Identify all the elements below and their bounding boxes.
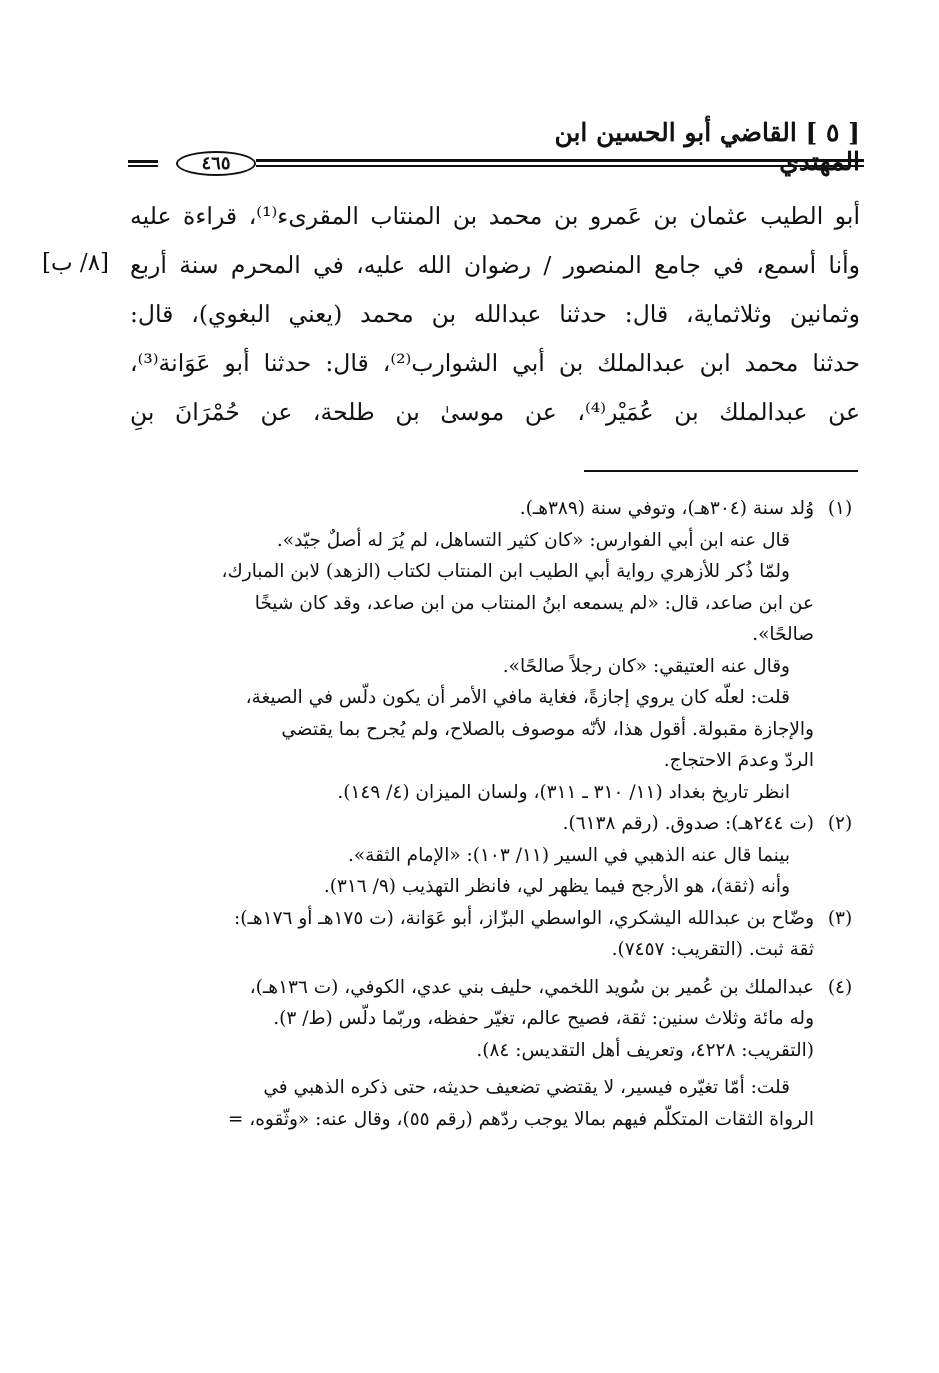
footnote-line <box>130 871 860 903</box>
footnote-text: قلت: لعلّه كان يروي إجازةً، فغاية مافي الأمر أن يكون دلّس في الصيغة، <box>245 687 790 708</box>
footnote-number: (٣) <box>827 907 853 929</box>
footnote-line <box>130 1072 860 1104</box>
footnote-line <box>130 714 860 746</box>
footnote-text: ولمّا ذُكر للأزهري رواية أبي الطيب ابن المنتاب لكتاب (الزهد) لابن المبارك، <box>221 561 790 582</box>
footnote-line <box>130 525 860 557</box>
running-head: [ ٥ ] القاضي أبو الحسين ابن المهتدي <box>554 118 860 176</box>
footnote-line <box>130 745 860 777</box>
footnote-line <box>130 682 860 714</box>
footnote-line <box>130 651 860 683</box>
rule-stub <box>128 160 158 167</box>
footnote-text: الرواة الثقات المتكلّم فيهم بمالا يوجب ردّهم (رقم ٥٥)، وقال عنه: «وثّقوه، = <box>227 1108 814 1130</box>
footnote-line <box>130 903 860 935</box>
footnote-divider <box>584 470 858 472</box>
footnote-line <box>130 972 860 1004</box>
footnote-text: انظر تاريخ بغداد (١١/ ٣١٠ ـ ٣١١)، ولسان الميزان (٤/ ١٤٩). <box>337 781 790 803</box>
manuscript-folio-note: [٨/ ب] <box>42 250 110 276</box>
footnote-line <box>130 1035 860 1067</box>
footnote-line <box>130 840 860 872</box>
footnote-text: وله مائة وثلاث سنين: ثقة، فصيح عالم، تغيّر حفظه، وربّما دلّس (ط/ ٣). <box>273 1008 814 1029</box>
footnote-text: صالحًا». <box>752 624 814 645</box>
footnote-text: (التقريب: ٤٢٢٨، وتعريف أهل التقديس: ٨٤). <box>476 1039 814 1061</box>
main-text-line: أبو الطيب عثمان بن عَمرو بن محمد بن المنتاب المقرىء⁽¹⁾، قراءة عليه <box>130 202 860 230</box>
footnote-text: وُلد سنة (٣٠٤هـ)، وتوفي سنة (٣٨٩هـ). <box>519 498 814 519</box>
main-text-line: وثمانين وثلاثماية، قال: حدثنا عبدالله بن محمد (يعني البغوي)، قال: <box>130 300 860 328</box>
footnote-line <box>130 934 860 966</box>
footnote-line <box>130 808 860 840</box>
footnote-line <box>130 1003 860 1035</box>
footnote-line <box>130 777 860 809</box>
footnote-line <box>130 493 860 525</box>
footnote-text: عبدالملك بن عُمير بن سُويد اللخمي، حليف بني عدي، الكوفي، (ت ١٣٦هـ)، <box>249 976 814 998</box>
footnote-text: وأنه (ثقة)، هو الأرجح فيما يظهر لي، فانظر التهذيب (٩/ ٣١٦). <box>323 876 790 897</box>
footnote-line <box>130 588 860 620</box>
footnote-number: (٤) <box>827 976 853 998</box>
page-number: ٤٦٥ <box>176 151 256 176</box>
main-text-line: وأنا أسمع، في جامع المنصور / رضوان الله عليه، في المحرم سنة أربع <box>130 251 860 279</box>
footnotes <box>130 493 860 1135</box>
footnote-text: وقال عنه العتيقي: «كان رجلاً صالحًا». <box>502 655 790 677</box>
footnote-line <box>130 556 860 588</box>
footnote-text: والإجازة مقبولة. أقول هذا، لأنّه موصوف بالصلاح، ولم يُجرح بما يقتضي <box>281 718 814 740</box>
footnote-text: قلت: أمّا تغيّره فيسير، لا يقتضي تضعيف حديثه، حتى ذكره الذهبي في <box>263 1077 790 1098</box>
rule-line-thin <box>256 165 864 167</box>
header-rule <box>128 150 864 180</box>
footnote-text: وضّاح بن عبدالله اليشكري، الواسطي البزّاز، أبو عَوَانة، (ت ١٧٥هـ أو ١٧٦هـ): <box>234 907 814 929</box>
footnote-text: قال عنه ابن أبي الفوارس: «كان كثير التساهل، لم يُرَ له أصلٌ جيّد». <box>276 529 790 551</box>
footnote-number: (١) <box>827 498 853 519</box>
footnote-text: ثقة ثبت. (التقريب: ٧٤٥٧). <box>611 939 814 960</box>
footnote-line <box>130 619 860 651</box>
footnote-number: (٢) <box>827 813 853 834</box>
rule-line-thick <box>256 159 864 162</box>
footnote-line <box>130 1104 860 1136</box>
footnote-text: بينما قال عنه الذهبي في السير (١١/ ١٠٣): «الإمام الثقة». <box>347 844 790 866</box>
main-text-line: حدثنا محمد ابن عبدالملك بن أبي الشوارب⁽²⁾، قال: حدثنا أبو عَوَانة⁽³⁾، <box>130 349 860 377</box>
main-text-line: عن عبدالملك بن عُمَيْر⁽⁴⁾، عن موسىٰ بن طلحة، عن حُمْرَانَ بنِ <box>130 398 860 426</box>
footnote-text: الردّ وعدمَ الاحتجاج. <box>663 750 814 771</box>
main-text <box>130 192 860 437</box>
footnote-text: (ت ٢٤٤هـ): صدوق. (رقم ٦١٣٨). <box>562 813 814 834</box>
footnote-text: عن ابن صاعد، قال: «لم يسمعه ابنُ المنتاب من ابن صاعد، وقد كان شيخًا <box>254 592 814 614</box>
